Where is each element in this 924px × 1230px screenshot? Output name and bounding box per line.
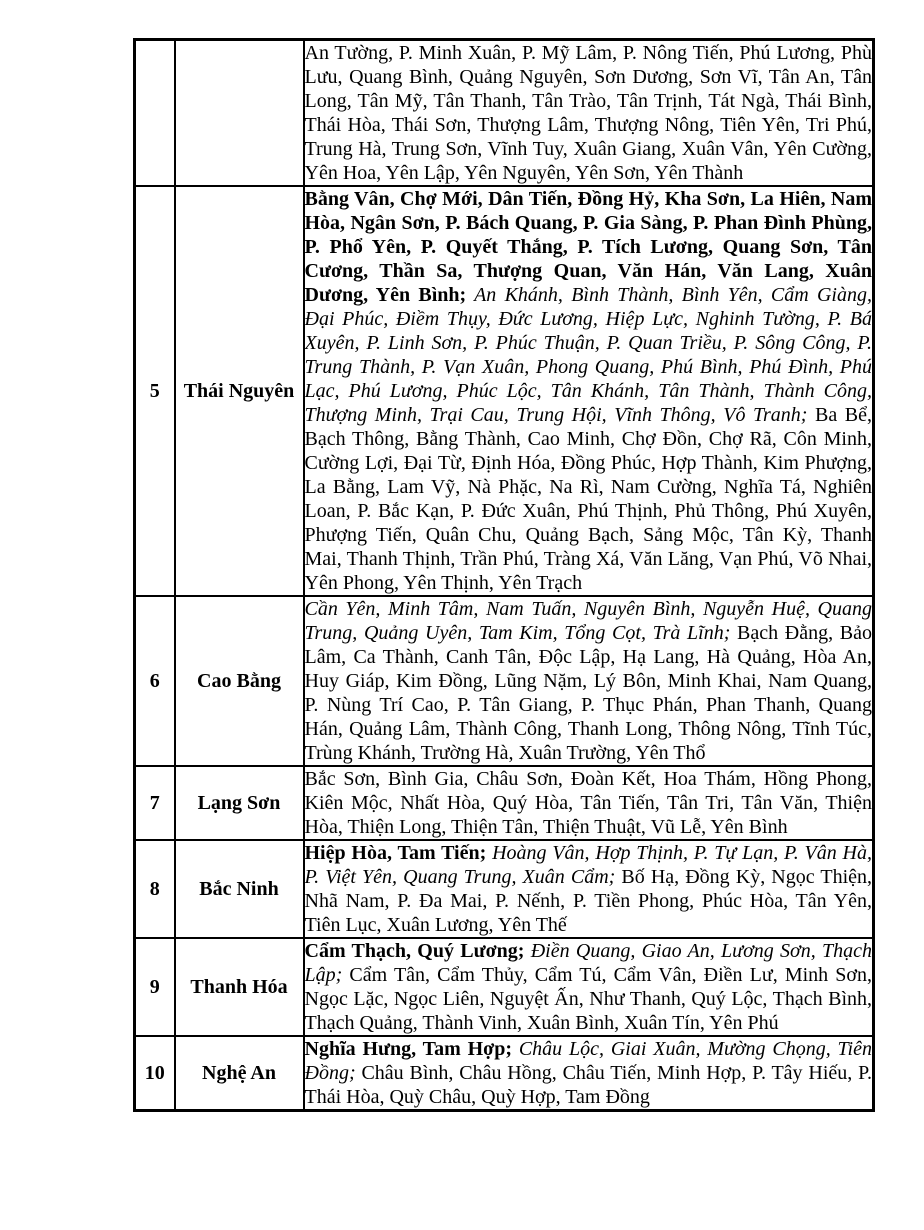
communes-segment-bold: Cẩm Thạch, Quý Lương; xyxy=(304,940,525,962)
row-number: 7 xyxy=(135,766,175,840)
communes-segment-italic: Cần Yên, Minh Tâm, Nam Tuấn, Nguyên Bình, Nguyễn Huệ, Quang Trung, Quảng Uyên, Tam Kim, Tổng Cọt, Trà Lĩnh; xyxy=(304,598,872,644)
province-name xyxy=(175,40,304,187)
admin-units-table xyxy=(133,38,875,1112)
communes-list xyxy=(304,766,874,840)
row-number xyxy=(135,40,175,187)
communes-segment-italic: Điền Quang, Giao An, Lương Sơn, Thạch Lập; xyxy=(304,940,872,986)
province-name: Bắc Ninh xyxy=(175,840,304,938)
communes-segment-regular: An Tường, P. Minh Xuân, P. Mỹ Lâm, P. Nông Tiến, Phú Lương, Phù Lưu, Quang Bình, Quảng Nguyên, Sơn Dương, Sơn Vĩ, Tân An, Tân Long, Tân Mỹ, Tân Thanh, Tân Trào, Tân Trịnh, Tát Ngà, Thái Bình, Thái Hòa, Thái Sơn, Thượng Lâm, Thượng Nông, Tiên Yên, Tri Phú, Trung Hà, Trung Sơn, Vĩnh Tuy, Xuân Giang, Xuân Vân, Yên Cường, Yên Hoa, Yên Lập, Yên Nguyên, Yên Sơn, Yên Thành xyxy=(304,42,872,184)
communes-list xyxy=(304,596,874,766)
communes-segment-bold: Bằng Vân, Chợ Mới, Dân Tiến, Đồng Hỷ, Kha Sơn, La Hiên, Nam Hòa, Ngân Sơn, P. Bách Quang, P. Gia Sàng, P. Phan Đình Phùng, P. Phổ Yên, P. Quyết Thắng, P. Tích Lương, Quang Sơn, Tân Cương, Thần Sa, Thượng Quan, Văn Hán, Văn Lang, Xuân Dương, Yên Bình; xyxy=(304,188,872,306)
communes-list xyxy=(304,40,874,187)
province-name: Nghệ An xyxy=(175,1036,304,1111)
communes-segment-regular: Bố Hạ, Đồng Kỳ, Ngọc Thiện, Nhã Nam, P. Đa Mai, P. Nếnh, P. Tiền Phong, Phúc Hòa, Tân Yên, Tiên Lục, Xuân Lương, Yên Thế xyxy=(304,866,873,936)
row-number: 5 xyxy=(135,186,175,596)
table-row xyxy=(135,1036,874,1111)
table-row xyxy=(135,766,874,840)
communes-segment-italic: Châu Lộc, Giai Xuân, Mường Chọng, Tiên Đồng; xyxy=(304,1038,872,1084)
table-row xyxy=(135,40,874,187)
communes-segment-bold: Hiệp Hòa, Tam Tiến; xyxy=(304,842,487,864)
communes-segment-regular: Ba Bể, Bạch Thông, Bằng Thành, Cao Minh, Chợ Đồn, Chợ Rã, Côn Minh, Cường Lợi, Đại Từ, Định Hóa, Đồng Phúc, Hợp Thành, Kim Phượng, La Bằng, Lam Vỹ, Nà Phặc, Na Rì, Nam Cường, Nghĩa Tá, Nghiên Loan, P. Bắc Kạn, P. Đức Xuân, Phú Thịnh, Phủ Thông, Phú Xuyên, Phượng Tiến, Quân Chu, Quảng Bạch, Sảng Mộc, Tân Kỳ, Thanh Mai, Thanh Thịnh, Trần Phú, Tràng Xá, Văn Lăng, Vạn Phú, Võ Nhai, Yên Phong, Yên Thịnh, Yên Trạch xyxy=(304,404,873,594)
province-name: Thái Nguyên xyxy=(175,186,304,596)
table-row xyxy=(135,840,874,938)
communes-list xyxy=(304,186,874,596)
table-row xyxy=(135,596,874,766)
communes-segment-italic: An Khánh, Bình Thành, Bình Yên, Cẩm Giàng, Đại Phúc, Điềm Thụy, Đức Lương, Hiệp Lực, Nghinh Tường, P. Bá Xuyên, P. Linh Sơn, P. Phúc Thuận, P. Quan Triều, P. Sông Công, P. Trung Thành, P. Vạn Xuân, Phong Quang, Phú Bình, Phú Đình, Phú Lạc, Phú Lương, Phúc Lộc, Tân Khánh, Tân Thành, Thành Công, Thượng Minh, Trại Cau, Trung Hội, Vĩnh Thông, Vô Tranh; xyxy=(304,284,872,426)
communes-segment-italic: Hoàng Vân, Hợp Thịnh, P. Tự Lạn, P. Vân Hà, P. Việt Yên, Quang Trung, Xuân Cẩm; xyxy=(304,842,872,888)
communes-segment-regular: Bạch Đằng, Bảo Lâm, Ca Thành, Canh Tân, Độc Lập, Hạ Lang, Hà Quảng, Hòa An, Huy Giáp, Kim Đồng, Lũng Nặm, Lý Bôn, Minh Khai, Nam Quang, P. Nùng Trí Cao, P. Tân Giang, P. Thục Phán, Phan Thanh, Quang Hán, Quảng Lâm, Thành Công, Thanh Long, Thông Nông, Tĩnh Túc, Trùng Khánh, Trường Hà, Xuân Trường, Yên Thổ xyxy=(304,622,872,764)
communes-segment-regular: Châu Bình, Châu Hồng, Châu Tiến, Minh Hợp, P. Tây Hiếu, P. Thái Hòa, Quỳ Châu, Quỳ Hợp, Tam Đồng xyxy=(304,1062,872,1108)
row-number: 8 xyxy=(135,840,175,938)
province-name: Cao Bằng xyxy=(175,596,304,766)
table-row xyxy=(135,938,874,1036)
communes-segment-regular: Bắc Sơn, Bình Gia, Châu Sơn, Đoàn Kết, Hoa Thám, Hồng Phong, Kiên Mộc, Nhất Hòa, Quý Hòa, Tân Tiến, Tân Tri, Tân Văn, Thiện Hòa, Thiện Long, Thiện Tân, Thiện Thuật, Vũ Lễ, Yên Bình xyxy=(304,768,872,838)
table-row xyxy=(135,186,874,596)
communes-segment-regular: Cẩm Tân, Cẩm Thủy, Cẩm Tú, Cẩm Vân, Điền Lư, Minh Sơn, Ngọc Lặc, Ngọc Liên, Nguyệt Ấn, Như Thanh, Quý Lộc, Thạch Bình, Thạch Quảng, Thành Vinh, Xuân Bình, Xuân Tín, Yên Phú xyxy=(304,964,872,1034)
communes-list xyxy=(304,840,874,938)
row-number: 9 xyxy=(135,938,175,1036)
communes-segment-bold: Nghĩa Hưng, Tam Hợp; xyxy=(304,1038,513,1060)
row-number: 6 xyxy=(135,596,175,766)
communes-list xyxy=(304,1036,874,1111)
communes-list xyxy=(304,938,874,1036)
province-name: Lạng Sơn xyxy=(175,766,304,840)
province-name: Thanh Hóa xyxy=(175,938,304,1036)
admin-units-table-body xyxy=(135,40,874,1111)
row-number: 10 xyxy=(135,1036,175,1111)
